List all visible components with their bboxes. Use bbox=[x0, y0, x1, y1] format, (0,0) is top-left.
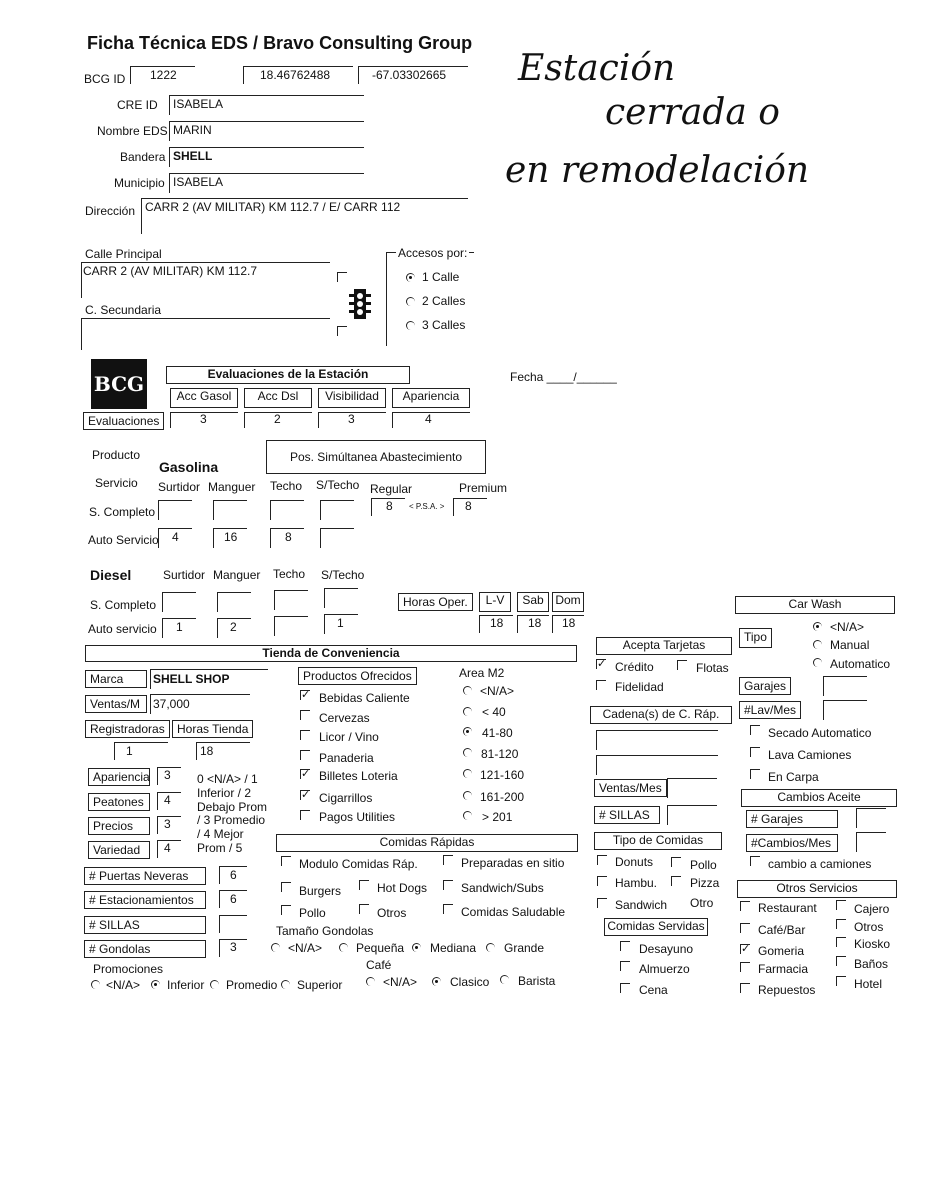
tamano-grande-label: Grande bbox=[504, 941, 545, 955]
evaluaciones-title: Evaluaciones de la Estación bbox=[166, 366, 410, 384]
car-wash-tipo-label: Tipo bbox=[739, 628, 772, 648]
estacionamientos-label: # Estacionamientos bbox=[84, 891, 206, 909]
dsl-sc-stecho-field[interactable] bbox=[324, 588, 358, 608]
acc-dsl-header: Acc Dsl bbox=[244, 388, 312, 408]
gas-col-manguer: Manguer bbox=[208, 480, 256, 494]
car-wash-garajes-label: Garajes bbox=[739, 677, 791, 695]
otros-cr-label: Otros bbox=[377, 906, 407, 920]
premium-label: Premium bbox=[459, 481, 508, 495]
sillas-cr-label: # SILLAS bbox=[594, 806, 660, 824]
pos-simultanea-box: Pos. Simúltanea Abastecimiento bbox=[266, 440, 486, 474]
cadena-field-1[interactable] bbox=[596, 730, 718, 750]
c-secundaria-label: C. Secundaria bbox=[85, 303, 162, 317]
cre-id-value: ISABELA bbox=[173, 97, 224, 111]
calle-principal-checkbox[interactable] bbox=[337, 272, 347, 282]
modulo-checkbox[interactable] bbox=[281, 856, 291, 866]
dsl-col-stecho: S/Techo bbox=[321, 568, 365, 582]
traffic-light-icon bbox=[348, 288, 372, 322]
area-40-radio[interactable] bbox=[463, 707, 472, 716]
cena-label: Cena bbox=[639, 983, 668, 997]
aceite-garajes-field[interactable] bbox=[856, 808, 886, 828]
banos-label: Baños bbox=[854, 957, 889, 971]
promo-na-radio[interactable] bbox=[91, 980, 100, 989]
pollo-tc-label: Pollo bbox=[690, 858, 717, 872]
area-na-label: <N/A> bbox=[480, 684, 515, 698]
longitude-value: -67.03302665 bbox=[372, 68, 447, 82]
horas-lv-value: 18 bbox=[490, 616, 504, 630]
variedad-value: 4 bbox=[164, 841, 171, 855]
gas-sc-techo-field[interactable] bbox=[270, 500, 304, 520]
marca-value: SHELL SHOP bbox=[153, 672, 230, 686]
gas-col-surtidor: Surtidor bbox=[158, 480, 201, 494]
form-title: Ficha Técnica EDS / Bravo Consulting Group bbox=[87, 33, 473, 53]
puertas-neveras-label: # Puertas Neveras bbox=[84, 867, 206, 885]
restaurant-label: Restaurant bbox=[758, 901, 817, 915]
lava-camiones-label: Lava Camiones bbox=[768, 748, 852, 762]
credito-label: Crédito bbox=[615, 660, 654, 674]
hotel-checkbox[interactable] bbox=[836, 976, 846, 986]
scale-line-3: Debajo Prom bbox=[197, 800, 268, 814]
cena-checkbox[interactable] bbox=[620, 983, 630, 993]
accesos-2-label: 2 Calles bbox=[422, 294, 466, 308]
horas-oper-label: Horas Oper. bbox=[398, 593, 473, 611]
ventas-mes-field[interactable] bbox=[667, 778, 717, 798]
accesos-label: Accesos por: bbox=[398, 246, 468, 260]
apariencia-tienda-label: Apariencia bbox=[88, 768, 150, 786]
registradoras-label: Registradoras bbox=[85, 720, 170, 738]
dsl-as-surtidor-value: 1 bbox=[176, 620, 183, 634]
promo-promedio-label: Promedio bbox=[226, 978, 278, 992]
dsl-col-techo: Techo bbox=[273, 567, 306, 581]
pizza-checkbox[interactable] bbox=[671, 876, 681, 886]
cajero-checkbox[interactable] bbox=[836, 900, 846, 910]
tamano-label: Tamaño Gondolas bbox=[276, 924, 374, 938]
area-label: Area M2 bbox=[459, 666, 505, 680]
gas-sc-stecho-field[interactable] bbox=[320, 500, 354, 520]
cafe-barista-label: Barista bbox=[518, 974, 556, 988]
visibilidad-value: 3 bbox=[348, 412, 355, 426]
cafebar-checkbox[interactable] bbox=[740, 923, 750, 933]
comidas-title: Comidas Rápidas bbox=[276, 834, 578, 852]
promo-inferior-label: Inferior bbox=[167, 978, 205, 992]
otros-cr-checkbox[interactable] bbox=[359, 904, 369, 914]
bandera-label: Bandera bbox=[120, 150, 166, 164]
c-secundaria-checkbox[interactable] bbox=[337, 326, 347, 336]
cambios-mes-field[interactable] bbox=[856, 832, 886, 852]
dsl-col-manguer: Manguer bbox=[213, 568, 261, 582]
tamano-pequena-radio[interactable] bbox=[339, 943, 348, 952]
pollo-cr-label: Pollo bbox=[299, 906, 326, 920]
gondolas-value: 3 bbox=[230, 940, 237, 954]
flotas-label: Flotas bbox=[696, 661, 729, 675]
aceite-garajes-label: # Garajes bbox=[746, 810, 838, 828]
horas-dom-header: Dom bbox=[552, 592, 584, 612]
cafe-clasico-label: Clasico bbox=[450, 975, 490, 989]
car-wash-manual-label: Manual bbox=[830, 638, 870, 652]
car-wash-title: Car Wash bbox=[735, 596, 895, 614]
bebidas-label: Bebidas Caliente bbox=[319, 691, 410, 705]
camiones-label: cambio a camiones bbox=[768, 857, 872, 871]
area-81-120-radio[interactable] bbox=[463, 748, 472, 757]
gas-s-completo-label: S. Completo bbox=[89, 505, 156, 519]
sandwich-subs-label: Sandwich/Subs bbox=[461, 881, 544, 895]
repuestos-label: Repuestos bbox=[758, 983, 816, 997]
saludable-label: Comidas Saludable bbox=[461, 905, 566, 919]
latitude-value: 18.46762488 bbox=[260, 68, 331, 82]
tienda-title: Tienda de Conveniencia bbox=[85, 645, 577, 662]
marca-label: Marca bbox=[85, 670, 147, 688]
hambu-checkbox[interactable] bbox=[597, 876, 607, 886]
promo-inferior-radio[interactable] bbox=[151, 980, 160, 989]
gas-as-stecho-field[interactable] bbox=[320, 528, 354, 548]
accesos-3-label: 3 Calles bbox=[422, 318, 466, 332]
cigarrillos-label: Cigarrillos bbox=[319, 791, 373, 805]
handwritten-note-line1: Estación bbox=[518, 48, 676, 89]
calle-principal-label: Calle Principal bbox=[85, 247, 162, 261]
municipio-label: Municipio bbox=[114, 176, 165, 190]
area-41-80-label: 41-80 bbox=[482, 726, 513, 740]
car-wash-na-radio[interactable] bbox=[813, 622, 822, 631]
sandwich-subs-checkbox[interactable] bbox=[443, 880, 453, 890]
cigarrillos-checkbox[interactable]: ✓ bbox=[301, 789, 311, 801]
precios-value: 3 bbox=[164, 817, 171, 831]
panaderia-label: Panaderia bbox=[319, 751, 374, 765]
accesos-2-radio[interactable] bbox=[406, 297, 415, 306]
promo-superior-label: Superior bbox=[297, 978, 343, 992]
banos-checkbox[interactable] bbox=[836, 956, 846, 966]
cafebar-label: Café/Bar bbox=[758, 923, 806, 937]
apariencia-tienda-value: 3 bbox=[164, 768, 171, 782]
scale-line-1: 0 <N/A> / 1 bbox=[197, 772, 258, 786]
dsl-s-completo-label: S. Completo bbox=[90, 598, 157, 612]
car-wash-na-label: <N/A> bbox=[830, 620, 865, 634]
repuestos-checkbox[interactable] bbox=[740, 983, 750, 993]
gas-auto-servicio-label: Auto Servicio bbox=[88, 533, 159, 547]
ventas-mes-label: Ventas/Mes bbox=[594, 779, 667, 797]
desayuno-checkbox[interactable] bbox=[620, 941, 630, 951]
acc-dsl-value: 2 bbox=[274, 412, 281, 426]
camiones-checkbox[interactable] bbox=[750, 856, 760, 866]
puertas-neveras-value: 6 bbox=[230, 868, 237, 882]
utilities-label: Pagos Utilities bbox=[319, 810, 396, 824]
cre-id-label: CRE ID bbox=[117, 98, 158, 112]
dsl-as-manguer-value: 2 bbox=[230, 620, 237, 634]
acc-gasol-header: Acc Gasol bbox=[170, 388, 238, 408]
bcg-id-value: 1222 bbox=[150, 68, 177, 82]
otros-os-label: Otros bbox=[854, 920, 884, 934]
sandwich-tc-label: Sandwich bbox=[615, 898, 668, 912]
gas-sc-surtidor-field[interactable] bbox=[158, 500, 192, 520]
gomeria-checkbox[interactable]: ✓ bbox=[741, 943, 751, 955]
kiosko-checkbox[interactable] bbox=[836, 937, 846, 947]
fidelidad-label: Fidelidad bbox=[615, 680, 664, 694]
bcg-id-label: BCG ID bbox=[84, 72, 126, 86]
dsl-sc-techo-field[interactable] bbox=[274, 590, 308, 610]
dsl-auto-servicio-label: Auto servicio bbox=[88, 622, 157, 636]
lava-camiones-checkbox[interactable] bbox=[750, 747, 760, 757]
promociones-label: Promociones bbox=[93, 962, 164, 976]
precios-label: Precios bbox=[88, 817, 150, 835]
gasolina-title: Gasolina bbox=[159, 459, 219, 475]
area-81-120-label: 81-120 bbox=[481, 747, 519, 761]
fecha-label: Fecha ____/______ bbox=[510, 370, 617, 384]
credito-checkbox[interactable]: ✓ bbox=[597, 658, 607, 670]
cafe-label: Café bbox=[366, 958, 392, 972]
area-161-200-label: 161-200 bbox=[480, 790, 525, 804]
otros-servicios-title: Otros Servicios bbox=[737, 880, 897, 898]
cafe-clasico-radio[interactable] bbox=[432, 977, 441, 986]
pizza-label: Pizza bbox=[690, 876, 720, 890]
scale-line-5: / 4 Mejor bbox=[197, 827, 244, 841]
sandwich-tc-checkbox[interactable] bbox=[597, 898, 607, 908]
burgers-label: Burgers bbox=[299, 884, 342, 898]
variedad-label: Variedad bbox=[88, 841, 150, 859]
regular-label: Regular bbox=[370, 482, 413, 496]
premium-value: 8 bbox=[465, 499, 472, 513]
gomeria-label: Gomeria bbox=[758, 944, 805, 958]
car-wash-auto-label: Automatico bbox=[830, 657, 891, 671]
hotdogs-checkbox[interactable] bbox=[359, 880, 369, 890]
servidas-title: Comidas Servidas bbox=[604, 918, 708, 936]
accesos-1-label: 1 Calle bbox=[422, 270, 460, 284]
cajero-label: Cajero bbox=[854, 902, 890, 916]
ventas-m-label: Ventas/M bbox=[85, 695, 147, 713]
estacionamientos-value: 6 bbox=[230, 892, 237, 906]
regular-value: 8 bbox=[386, 499, 393, 513]
tarjetas-title: Acepta Tarjetas bbox=[596, 637, 732, 655]
registradoras-value: 1 bbox=[126, 744, 133, 758]
desayuno-label: Desayuno bbox=[639, 942, 694, 956]
apariencia-value: 4 bbox=[425, 412, 432, 426]
car-wash-lav-mes-field[interactable] bbox=[823, 700, 867, 720]
nombre-label: Nombre EDS bbox=[97, 124, 168, 138]
otros-os-checkbox[interactable] bbox=[836, 919, 846, 929]
car-wash-garajes-field[interactable] bbox=[823, 676, 867, 696]
burgers-checkbox[interactable] bbox=[281, 882, 291, 892]
licor-label: Licor / Vino bbox=[319, 730, 379, 744]
area-161-200-radio[interactable] bbox=[463, 791, 472, 800]
gas-as-surtidor-value: 4 bbox=[172, 530, 179, 544]
pollo-cr-checkbox[interactable] bbox=[281, 905, 291, 915]
area-201-radio[interactable] bbox=[463, 811, 472, 820]
producto-label: Producto bbox=[92, 448, 141, 462]
loteria-checkbox[interactable]: ✓ bbox=[301, 768, 311, 780]
tamano-mediana-radio[interactable] bbox=[412, 943, 421, 952]
hambu-label: Hambu. bbox=[615, 876, 658, 890]
otro-tc-label: Otro bbox=[690, 896, 714, 910]
sillas-cr-field[interactable] bbox=[667, 805, 717, 825]
acc-gasol-value: 3 bbox=[200, 412, 207, 426]
horas-sab-value: 18 bbox=[528, 616, 542, 630]
hotel-label: Hotel bbox=[854, 977, 883, 991]
c-secundaria-field[interactable] bbox=[81, 318, 330, 350]
apariencia-header: Apariencia bbox=[392, 388, 470, 408]
car-wash-manual-radio[interactable] bbox=[813, 640, 822, 649]
cafe-na-radio[interactable] bbox=[366, 977, 375, 986]
dsl-sc-manguer-field[interactable] bbox=[217, 592, 251, 612]
aceite-title: Cambios Aceite bbox=[741, 789, 897, 807]
diesel-title: Diesel bbox=[90, 567, 132, 583]
cervezas-checkbox[interactable] bbox=[300, 710, 310, 720]
accesos-3-radio[interactable] bbox=[406, 321, 415, 330]
restaurant-checkbox[interactable] bbox=[740, 901, 750, 911]
hotdogs-label: Hot Dogs bbox=[377, 881, 428, 895]
promo-na-label: <N/A> bbox=[106, 978, 141, 992]
en-carpa-checkbox[interactable] bbox=[750, 769, 760, 779]
gondolas-label: # Gondolas bbox=[84, 940, 206, 958]
area-41-80-radio[interactable] bbox=[463, 727, 472, 736]
car-wash-lav-mes-label: #Lav/Mes bbox=[739, 701, 801, 719]
dsl-as-techo-field[interactable] bbox=[274, 616, 308, 636]
cafe-na-label: <N/A> bbox=[383, 975, 418, 989]
tamano-grande-radio[interactable] bbox=[486, 943, 495, 952]
accesos-1-radio[interactable] bbox=[406, 273, 415, 282]
cadena-field-2[interactable] bbox=[596, 755, 718, 775]
cafe-barista-radio[interactable] bbox=[500, 975, 509, 984]
preparadas-label: Preparadas en sitio bbox=[461, 856, 565, 870]
cadena-title: Cadena(s) de C. Ráp. bbox=[590, 706, 732, 724]
almuerzo-label: Almuerzo bbox=[639, 962, 690, 976]
nombre-value: MARIN bbox=[173, 123, 212, 137]
panaderia-checkbox[interactable] bbox=[300, 750, 310, 760]
tamano-na-radio[interactable] bbox=[271, 943, 280, 952]
almuerzo-checkbox[interactable] bbox=[620, 961, 630, 971]
scale-line-6: Prom / 5 bbox=[197, 841, 243, 855]
horas-tienda-label: Horas Tienda bbox=[172, 720, 253, 738]
gas-col-stecho: S/Techo bbox=[316, 478, 360, 492]
farmacia-label: Farmacia bbox=[758, 962, 809, 976]
direccion-label: Dirección bbox=[85, 204, 136, 218]
area-121-160-radio[interactable] bbox=[463, 769, 472, 778]
utilities-checkbox[interactable] bbox=[300, 810, 310, 820]
preparadas-checkbox[interactable] bbox=[443, 855, 453, 865]
cambios-mes-label: #Cambios/Mes bbox=[746, 834, 838, 852]
farmacia-checkbox[interactable] bbox=[740, 962, 750, 972]
scale-line-4: / 3 Promedio bbox=[197, 813, 266, 827]
horas-sab-header: Sab bbox=[517, 592, 549, 612]
gas-as-manguer-value: 16 bbox=[224, 530, 238, 544]
cervezas-label: Cervezas bbox=[319, 711, 370, 725]
secado-label: Secado Automatico bbox=[768, 726, 872, 740]
bcg-logo: BCG bbox=[91, 359, 147, 409]
car-wash-auto-radio[interactable] bbox=[813, 658, 822, 667]
bebidas-checkbox[interactable]: ✓ bbox=[301, 689, 311, 701]
fidelidad-checkbox[interactable] bbox=[596, 680, 606, 690]
gas-sc-manguer-field[interactable] bbox=[213, 500, 247, 520]
registradoras-field[interactable] bbox=[114, 742, 168, 760]
flotas-checkbox[interactable] bbox=[677, 660, 687, 670]
saludable-checkbox[interactable] bbox=[443, 904, 453, 914]
bandera-value: SHELL bbox=[173, 149, 213, 163]
tamano-pequena-label: Pequeña bbox=[356, 941, 405, 955]
area-40-label: < 40 bbox=[482, 705, 506, 719]
tamano-na-label: <N/A> bbox=[288, 941, 323, 955]
gas-as-techo-value: 8 bbox=[285, 530, 292, 544]
secado-checkbox[interactable] bbox=[750, 725, 760, 735]
scale-line-2: Inferior / 2 bbox=[197, 786, 252, 800]
evaluaciones-button[interactable]: Evaluaciones bbox=[83, 412, 164, 430]
servicio-label: Servicio bbox=[95, 476, 138, 490]
peatones-label: Peatones bbox=[88, 793, 150, 811]
kiosko-label: Kiosko bbox=[854, 937, 891, 951]
promo-promedio-radio[interactable] bbox=[210, 980, 219, 989]
area-201-label: > 201 bbox=[482, 810, 513, 824]
horas-dom-value: 18 bbox=[562, 616, 576, 630]
tipo-comidas-title: Tipo de Comidas bbox=[594, 832, 722, 850]
area-121-160-label: 121-160 bbox=[480, 768, 525, 782]
peatones-value: 4 bbox=[164, 793, 171, 807]
gas-col-techo: Techo bbox=[270, 479, 303, 493]
dsl-col-surtidor: Surtidor bbox=[163, 568, 206, 582]
horas-tienda-value: 18 bbox=[200, 744, 214, 758]
en-carpa-label: En Carpa bbox=[768, 770, 819, 784]
municipio-value: ISABELA bbox=[173, 175, 224, 189]
ventas-m-value: 37,000 bbox=[153, 697, 190, 711]
dsl-sc-surtidor-field[interactable] bbox=[162, 592, 196, 612]
handwritten-note-line2: cerrada o bbox=[605, 92, 780, 133]
sillas-tienda-field[interactable] bbox=[219, 915, 247, 933]
direccion-value: CARR 2 (AV MILITAR) KM 112.7 / E/ CARR 112 bbox=[145, 200, 401, 214]
promo-superior-radio[interactable] bbox=[281, 980, 290, 989]
donuts-checkbox[interactable] bbox=[597, 855, 607, 865]
licor-checkbox[interactable] bbox=[300, 730, 310, 740]
donuts-label: Donuts bbox=[615, 855, 654, 869]
calle-principal-value: CARR 2 (AV MILITAR) KM 112.7 bbox=[83, 264, 258, 278]
modulo-label: Modulo Comidas Ráp. bbox=[299, 857, 418, 871]
handwritten-note-line3: en remodelación bbox=[505, 150, 810, 191]
productos-title: Productos Ofrecidos bbox=[298, 667, 417, 685]
psa-label: < P.S.A. > bbox=[409, 502, 445, 511]
horas-lv-header: L-V bbox=[479, 592, 511, 612]
loteria-label: Billetes Loteria bbox=[319, 769, 398, 783]
tamano-mediana-label: Mediana bbox=[430, 941, 477, 955]
dsl-as-stecho-value: 1 bbox=[337, 616, 344, 630]
sillas-tienda-label: # SILLAS bbox=[84, 916, 206, 934]
pollo-tc-checkbox[interactable] bbox=[671, 857, 681, 867]
area-na-radio[interactable] bbox=[463, 686, 472, 695]
visibilidad-header: Visibilidad bbox=[318, 388, 386, 408]
